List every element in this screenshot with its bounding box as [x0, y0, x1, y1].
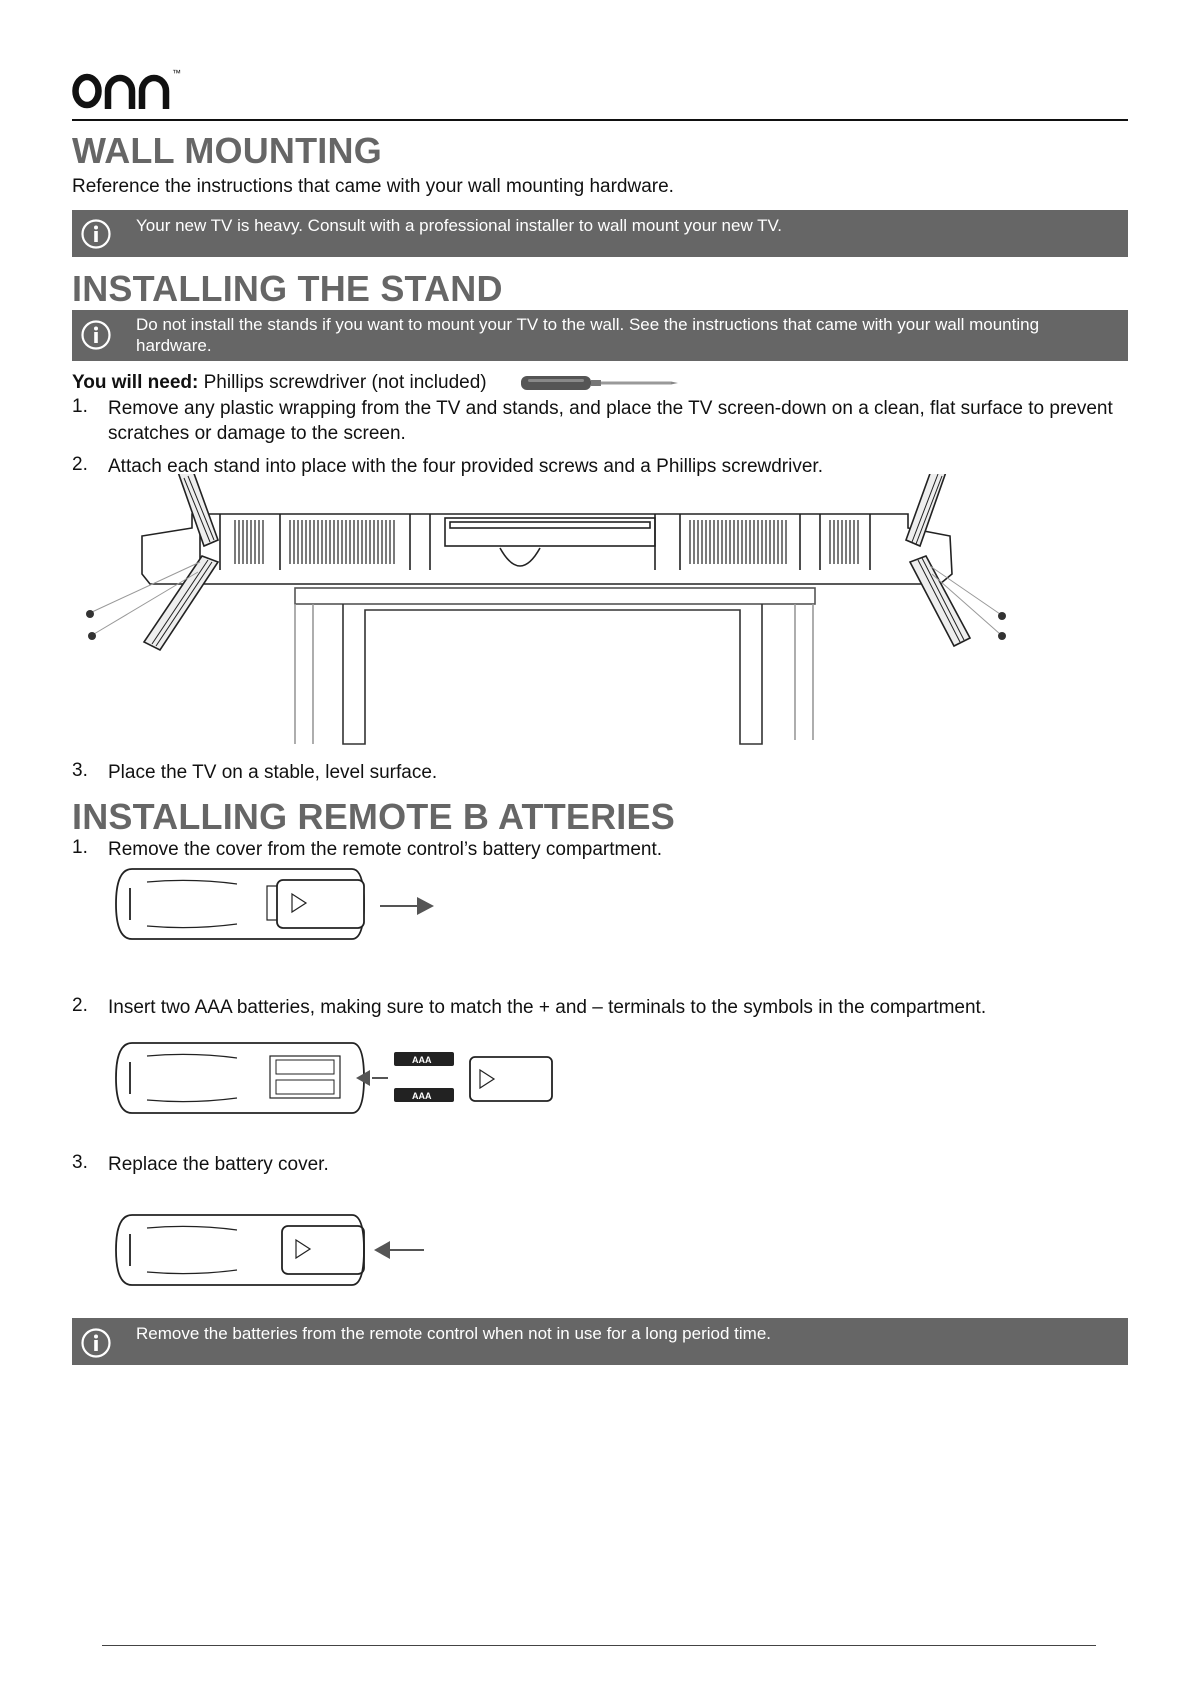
batteries-note-text: Remove the batteries from the remote control when not in use for a long period time.	[136, 1324, 771, 1343]
arrow-icon	[417, 897, 434, 915]
batteries-note	[72, 1318, 1128, 1365]
footer-rule	[102, 1645, 1096, 1646]
battery-step-1-num: 1.	[72, 837, 88, 858]
battery-top	[394, 1052, 454, 1066]
you-will-need	[72, 371, 487, 395]
remote-insert-batteries-diagram	[112, 1040, 562, 1116]
info-icon	[80, 319, 112, 351]
need-value: Phillips screwdriver (not included)	[203, 372, 487, 393]
logo-tm: ™	[172, 68, 181, 78]
onn-logo	[72, 64, 202, 114]
arrow-icon	[374, 1241, 390, 1259]
remote-cover-replaced-diagram	[112, 1212, 432, 1288]
battery-label-top: AAA	[412, 1055, 432, 1065]
battery-label-bottom: AAA	[412, 1091, 432, 1101]
wall-mounting-note-text: Your new TV is heavy. Consult with a professional installer to wall mount your new TV.	[136, 216, 783, 235]
wall-mounting-title: WALL MOUNTING	[72, 130, 382, 171]
stand-note-text: Do not install the stands if you want to mount your TV to the wall. See the instructions that came with your wall mounting hardware.	[136, 315, 1040, 355]
stand-step-3-text: Place the TV on a stable, level surface.	[108, 762, 438, 783]
batteries-title: INSTALLING REMOTE B ATTERIES	[72, 796, 675, 837]
stand-step-2-text: Attach each stand into place with the four provided screws and a Phillips screwdriver.	[108, 456, 823, 477]
stand-step-1-num: 1.	[72, 396, 88, 417]
header-rule	[72, 119, 1128, 121]
stand-step-2-num: 2.	[72, 454, 88, 475]
stand-title: INSTALLING THE STAND	[72, 268, 503, 309]
battery-step-2-num: 2.	[72, 995, 88, 1016]
logo-text	[202, 64, 203, 65]
battery-step-3-text: Replace the battery cover.	[108, 1154, 329, 1175]
info-icon	[80, 218, 112, 250]
battery-bottom	[394, 1088, 454, 1102]
screwdriver-icon	[520, 374, 680, 392]
need-label: You will need:	[72, 372, 199, 393]
tv-stand-diagram	[80, 474, 1020, 754]
wall-mounting-note	[72, 210, 1128, 257]
wall-mounting-intro: Reference the instructions that came with your wall mounting hardware.	[72, 176, 674, 197]
stand-step-3-num: 3.	[72, 760, 88, 781]
stand-step-1-text: Remove any plastic wrapping from the TV and stands, and place the TV screen-down on a clean, flat surface to prevent scratches or damage to the screen.	[108, 398, 1113, 444]
remote-cover-removed-diagram	[112, 866, 442, 942]
info-icon	[80, 1327, 112, 1359]
battery-step-3-num: 3.	[72, 1152, 88, 1173]
stand-note	[72, 310, 1128, 361]
battery-step-1-text: Remove the cover from the remote control’s battery compartment.	[108, 839, 663, 860]
battery-step-2-text: Insert two AAA batteries, making sure to match the + and – terminals to the symbols in the compartment.	[108, 997, 987, 1018]
